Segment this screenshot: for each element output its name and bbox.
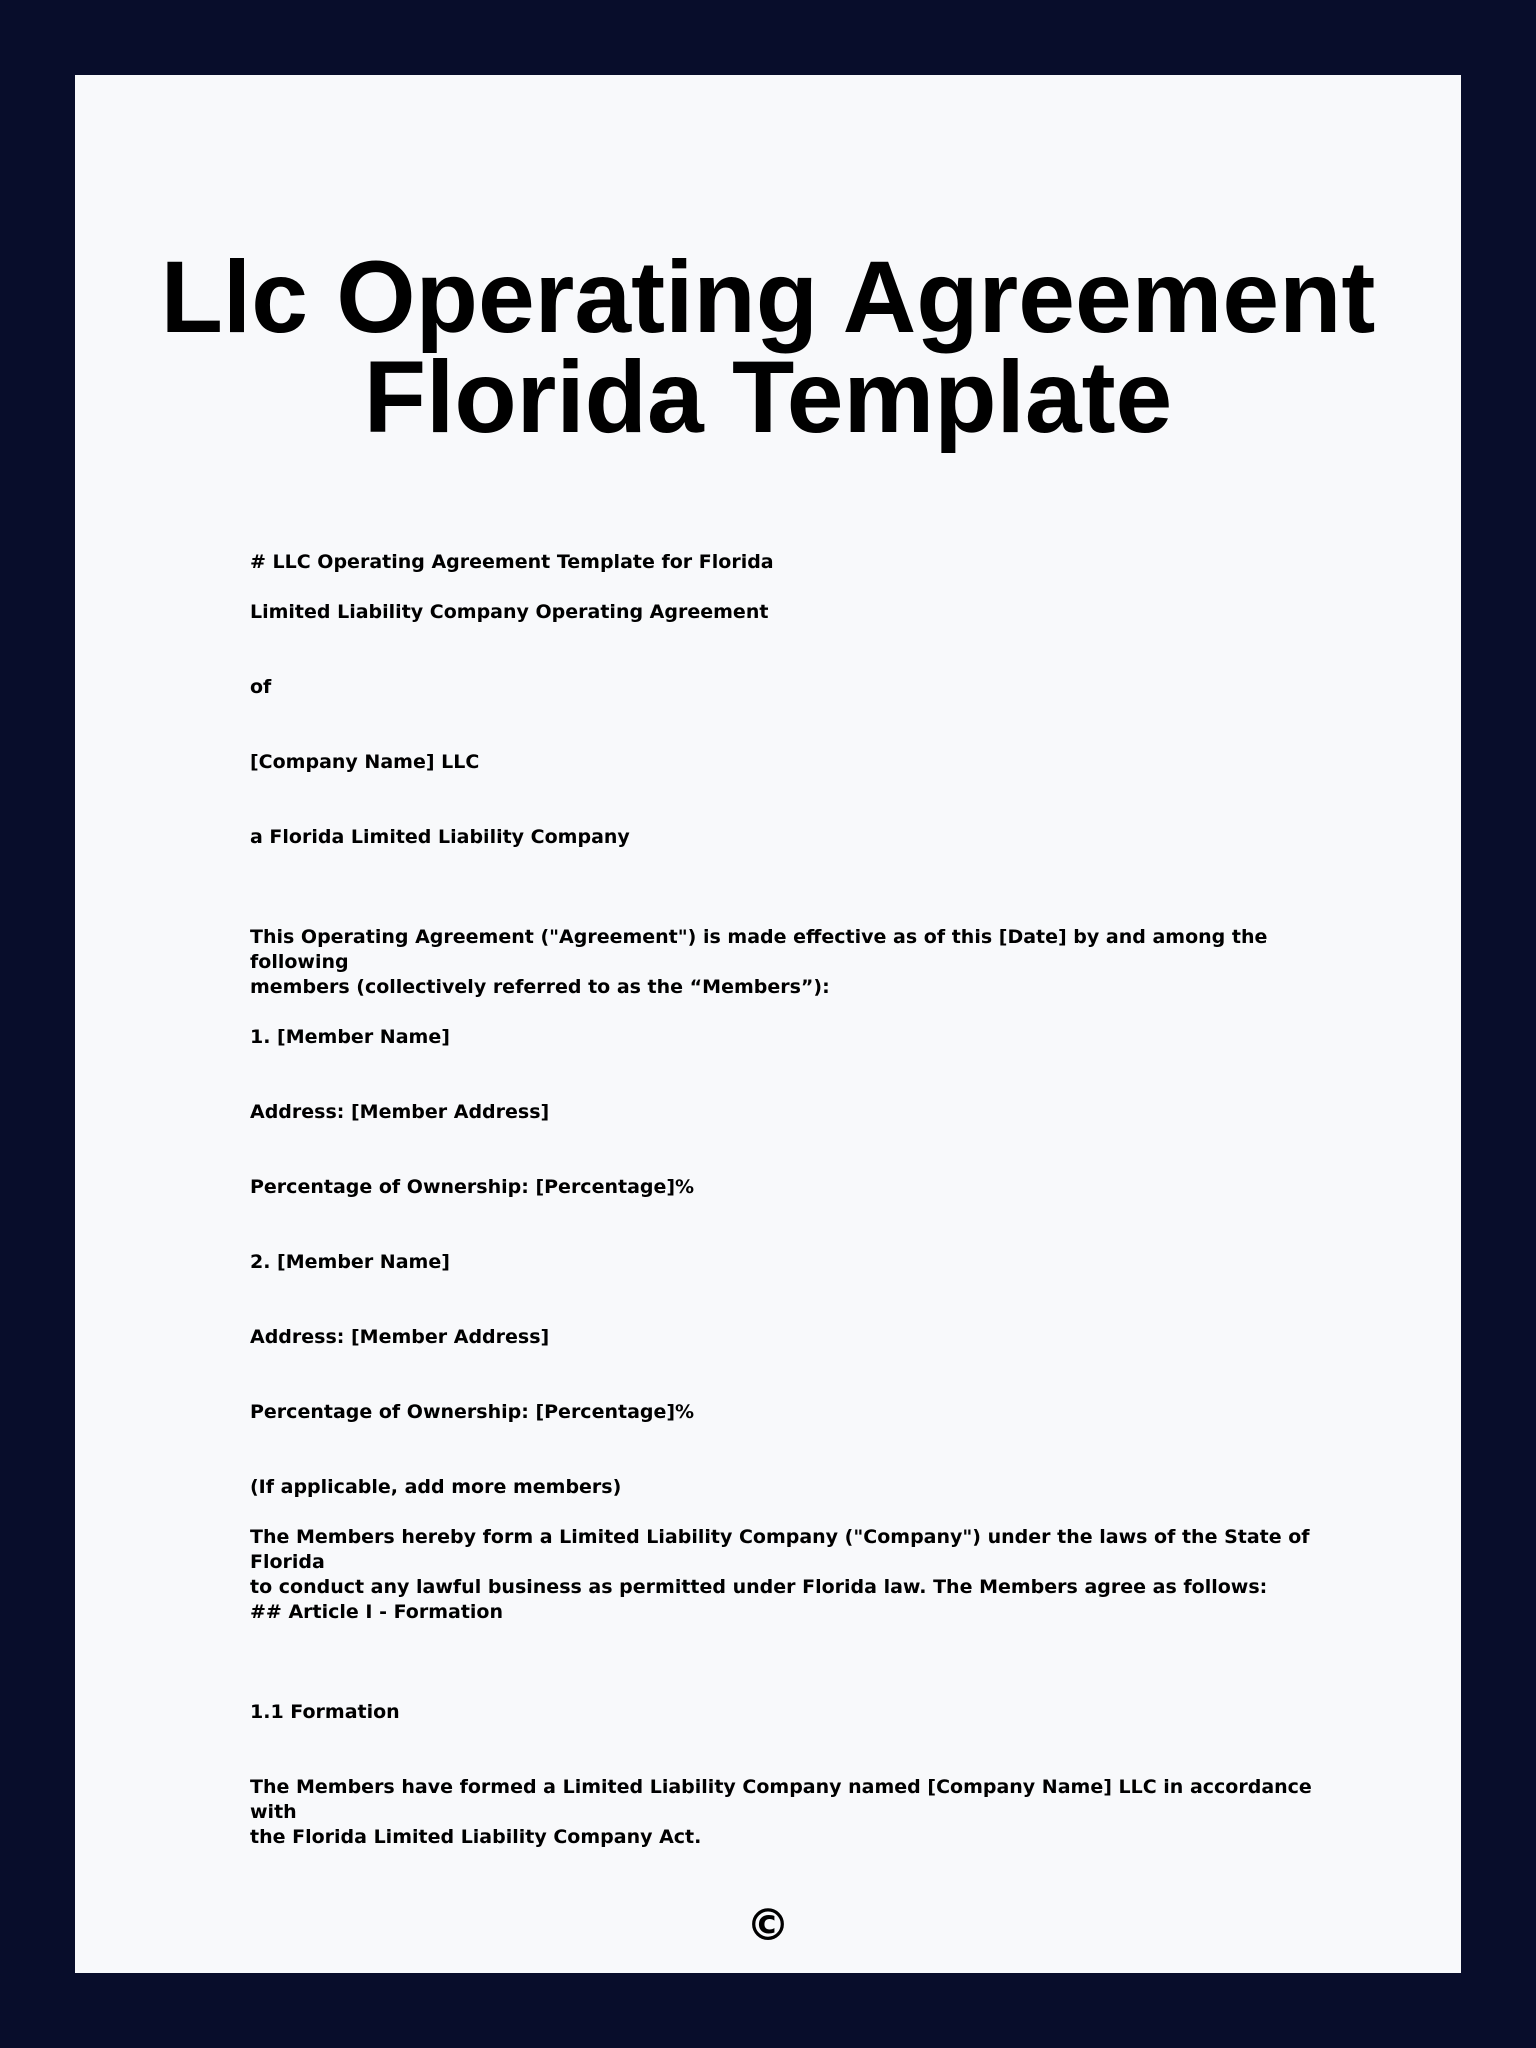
company-type-line: a Florida Limited Liability Company [250, 826, 630, 848]
markdown-heading: # LLC Operating Agreement Template for Florida [250, 551, 774, 573]
title-line-2: Florida Template [363, 340, 1173, 454]
member-2-ownership: Percentage of Ownership: [Percentage]% [250, 1401, 695, 1423]
intro-paragraph: This Operating Agreement ("Agreement") is made effective as of this [Date] by and among the following members (collectively referred to as the “Members”): [250, 926, 1268, 998]
member-1-ownership: Percentage of Ownership: [Percentage]% [250, 1176, 695, 1198]
additional-members-note: (If applicable, add more members) [250, 1476, 622, 1498]
of-line: of [250, 676, 272, 698]
company-name-line: [Company Name] LLC [250, 751, 480, 773]
section-paragraph: The Members have formed a Limited Liability Company named [Company Name] LLC in accordance with the Florida Limited Liability Company Act. [250, 1776, 1312, 1848]
document-title [75, 240, 1461, 454]
member-2-address: Address: [Member Address] [250, 1326, 550, 1348]
member-1-address: Address: [Member Address] [250, 1101, 550, 1123]
member-1-name: 1. [Member Name] [250, 1026, 450, 1048]
agreement-heading: Limited Liability Company Operating Agreement [250, 601, 769, 623]
section-heading: 1.1 Formation [250, 1701, 400, 1723]
formation-paragraph: The Members hereby form a Limited Liability Company ("Company") under the laws of the State of Florida to conduct any lawful business as permitted under Florida law. The Members agree as follows: [250, 1526, 1310, 1598]
member-2-name: 2. [Member Name] [250, 1251, 450, 1273]
article-heading: ## Article I - Formation [250, 1601, 504, 1623]
document-page [75, 75, 1461, 1973]
copyright-icon: © [746, 1900, 790, 1951]
title-line-1: Llc Operating Agreement [160, 240, 1376, 354]
